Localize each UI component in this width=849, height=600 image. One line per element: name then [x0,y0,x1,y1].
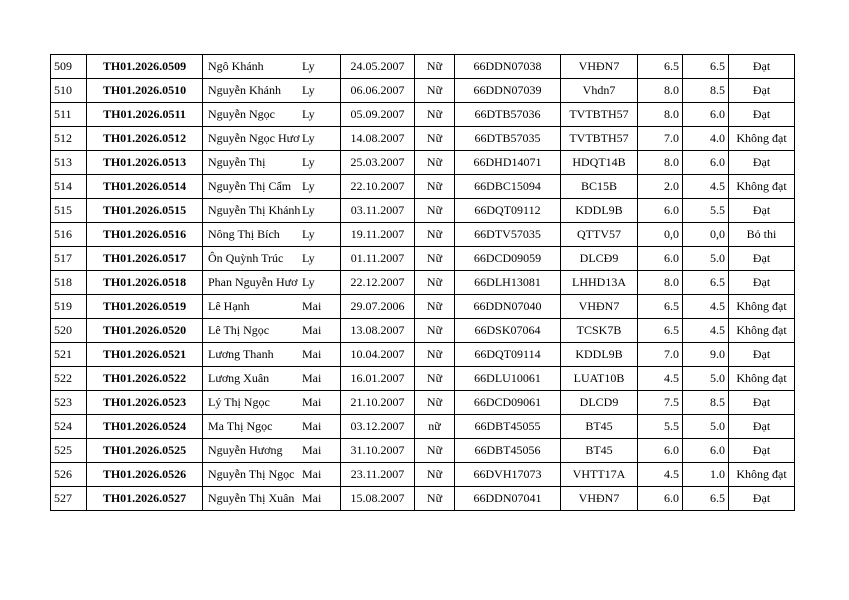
gender-cell: Nữ [415,175,455,199]
score-1-cell: 6.0 [638,247,683,271]
class-cell: TVTBTH57 [561,127,638,151]
class-cell: DLCD9 [561,391,638,415]
result-cell: Đạt [729,55,795,79]
score-2-cell: 0,0 [683,223,729,247]
full-name-cell [203,295,341,319]
candidate-code-cell: TH01.2026.0510 [87,79,203,103]
full-name-cell [203,55,341,79]
result-cell: Không đạt [729,367,795,391]
table-row [51,319,795,343]
class-cell: VHĐN7 [561,295,638,319]
gender-cell: Nữ [415,367,455,391]
given-name: Ly [302,59,315,73]
result-cell: Không đạt [729,319,795,343]
candidate-code-cell: TH01.2026.0513 [87,151,203,175]
score-2-cell: 6.0 [683,151,729,175]
surname-middle-name: Nguyễn Hương [208,443,283,457]
candidate-code-cell: TH01.2026.0521 [87,343,203,367]
class-cell: QTTV57 [561,223,638,247]
birth-date-cell: 14.08.2007 [341,127,415,151]
row-number-cell: 526 [51,463,87,487]
birth-date-cell: 10.04.2007 [341,343,415,367]
results-table [50,54,795,511]
given-name: Mai [302,443,322,457]
gender-cell: Nữ [415,439,455,463]
student-id-cell: 66DBT45056 [455,439,561,463]
full-name-cell [203,463,341,487]
student-id-cell: 66DVH17073 [455,463,561,487]
candidate-code-cell: TH01.2026.0523 [87,391,203,415]
candidate-code-cell: TH01.2026.0517 [87,247,203,271]
score-2-cell: 5.0 [683,415,729,439]
table-row [51,367,795,391]
score-2-cell: 4.5 [683,175,729,199]
score-1-cell: 6.5 [638,319,683,343]
result-cell: Đạt [729,103,795,127]
row-number-cell: 518 [51,271,87,295]
birth-date-cell: 03.12.2007 [341,415,415,439]
result-cell: Đạt [729,79,795,103]
result-cell: Đạt [729,271,795,295]
table-row [51,199,795,223]
class-cell: HDQT14B [561,151,638,175]
birth-date-cell: 15.08.2007 [341,487,415,511]
score-1-cell: 6.5 [638,55,683,79]
score-1-cell: 2.0 [638,175,683,199]
score-2-cell: 9.0 [683,343,729,367]
row-number-cell: 522 [51,367,87,391]
gender-cell: Nữ [415,343,455,367]
birth-date-cell: 22.12.2007 [341,271,415,295]
candidate-code-cell: TH01.2026.0527 [87,487,203,511]
score-1-cell: 7.5 [638,391,683,415]
result-cell: Đạt [729,247,795,271]
score-2-cell: 5.5 [683,199,729,223]
student-id-cell: 66DCD09059 [455,247,561,271]
surname-middle-name: Phan Nguyễn Hươ [208,275,298,289]
full-name-cell [203,151,341,175]
class-cell: BT45 [561,439,638,463]
row-number-cell: 523 [51,391,87,415]
birth-date-cell: 13.08.2007 [341,319,415,343]
gender-cell: Nữ [415,391,455,415]
result-cell: Không đạt [729,463,795,487]
full-name-cell [203,79,341,103]
surname-middle-name: Nguyễn Ngọc [208,107,275,121]
class-cell: TVTBTH57 [561,103,638,127]
student-id-cell: 66DLU10061 [455,367,561,391]
score-2-cell: 8.5 [683,391,729,415]
full-name-cell [203,391,341,415]
result-cell: Đạt [729,343,795,367]
result-cell: Đạt [729,487,795,511]
given-name: Ly [302,275,315,289]
class-cell: BT45 [561,415,638,439]
student-id-cell: 66DDN07040 [455,295,561,319]
candidate-code-cell: TH01.2026.0519 [87,295,203,319]
class-cell: VHTT17A [561,463,638,487]
birth-date-cell: 19.11.2007 [341,223,415,247]
row-number-cell: 511 [51,103,87,127]
given-name: Ly [302,83,315,97]
row-number-cell: 524 [51,415,87,439]
given-name: Ly [302,179,315,193]
gender-cell: Nữ [415,199,455,223]
class-cell: DLCĐ9 [561,247,638,271]
surname-middle-name: Ngô Khánh [208,59,264,73]
given-name: Mai [302,371,322,385]
table-row [51,463,795,487]
given-name: Ly [302,227,315,241]
student-id-cell: 66DBC15094 [455,175,561,199]
surname-middle-name: Ma Thị Ngọc [208,419,273,433]
candidate-code-cell: TH01.2026.0520 [87,319,203,343]
birth-date-cell: 05.09.2007 [341,103,415,127]
result-cell: Đạt [729,391,795,415]
table-row [51,391,795,415]
candidate-code-cell: TH01.2026.0511 [87,103,203,127]
candidate-code-cell: TH01.2026.0515 [87,199,203,223]
surname-middle-name: Nguyễn Thị Ngọc [208,467,295,481]
class-cell: KDDL9B [561,343,638,367]
table-row [51,271,795,295]
score-1-cell: 6.0 [638,487,683,511]
class-cell: KDDL9B [561,199,638,223]
score-1-cell: 7.0 [638,127,683,151]
score-2-cell: 6.0 [683,439,729,463]
given-name: Mai [302,347,322,361]
birth-date-cell: 24.05.2007 [341,55,415,79]
gender-cell: nữ [415,415,455,439]
candidate-code-cell: TH01.2026.0526 [87,463,203,487]
result-cell: Đạt [729,415,795,439]
table-row [51,175,795,199]
given-name: Mai [302,467,322,481]
row-number-cell: 513 [51,151,87,175]
birth-date-cell: 29.07.2006 [341,295,415,319]
student-id-cell: 66DTB57036 [455,103,561,127]
candidate-code-cell: TH01.2026.0512 [87,127,203,151]
surname-middle-name: Lê Hạnh [208,299,250,313]
score-1-cell: 7.0 [638,343,683,367]
score-2-cell: 6.0 [683,103,729,127]
score-2-cell: 1.0 [683,463,729,487]
row-number-cell: 509 [51,55,87,79]
score-1-cell: 6.0 [638,199,683,223]
score-2-cell: 5.0 [683,247,729,271]
birth-date-cell: 03.11.2007 [341,199,415,223]
surname-middle-name: Lý Thị Ngọc [208,395,270,409]
student-id-cell: 66DDN07039 [455,79,561,103]
score-1-cell: 8.0 [638,151,683,175]
gender-cell: Nữ [415,247,455,271]
result-cell: Đạt [729,151,795,175]
given-name: Ly [302,251,315,265]
student-id-cell: 66DBT45055 [455,415,561,439]
class-cell: BC15B [561,175,638,199]
score-1-cell: 4.5 [638,367,683,391]
gender-cell: Nữ [415,487,455,511]
score-2-cell: 6.5 [683,271,729,295]
table-row [51,103,795,127]
given-name: Mai [302,323,322,337]
score-2-cell: 4.5 [683,295,729,319]
birth-date-cell: 25.03.2007 [341,151,415,175]
result-cell: Không đạt [729,175,795,199]
candidate-code-cell: TH01.2026.0525 [87,439,203,463]
full-name-cell [203,271,341,295]
surname-middle-name: Nguyễn Thị Cẩm [208,179,292,193]
full-name-cell [203,319,341,343]
birth-date-cell: 06.06.2007 [341,79,415,103]
table-row [51,79,795,103]
given-name: Mai [302,299,322,313]
gender-cell: Nữ [415,55,455,79]
surname-middle-name: Nông Thị Bích [208,227,280,241]
full-name-cell [203,415,341,439]
score-1-cell: 6.5 [638,295,683,319]
gender-cell: Nữ [415,223,455,247]
row-number-cell: 510 [51,79,87,103]
surname-middle-name: Lương Thanh [208,347,274,361]
given-name: Mai [302,395,322,409]
candidate-code-cell: TH01.2026.0509 [87,55,203,79]
surname-middle-name: Nguyễn Thị Khánh [208,203,300,217]
score-1-cell: 8.0 [638,79,683,103]
class-cell: VHĐN7 [561,487,638,511]
gender-cell: Nữ [415,79,455,103]
surname-middle-name: Ôn Quỳnh Trúc [208,251,284,265]
full-name-cell [203,367,341,391]
score-1-cell: 6.0 [638,439,683,463]
result-cell: Không đạt [729,127,795,151]
row-number-cell: 520 [51,319,87,343]
table-body [51,55,795,511]
gender-cell: Nữ [415,271,455,295]
gender-cell: Nữ [415,463,455,487]
student-id-cell: 66DHD14071 [455,151,561,175]
full-name-cell [203,127,341,151]
candidate-code-cell: TH01.2026.0522 [87,367,203,391]
full-name-cell [203,247,341,271]
surname-middle-name: Lương Xuân [208,371,270,385]
class-cell: Vhdn7 [561,79,638,103]
score-1-cell: 5.5 [638,415,683,439]
class-cell: VHĐN7 [561,55,638,79]
table-row [51,151,795,175]
row-number-cell: 515 [51,199,87,223]
given-name: Ly [302,107,315,121]
table-row [51,439,795,463]
surname-middle-name: Nguyễn Ngọc Hươ [208,131,300,145]
score-1-cell: 4.5 [638,463,683,487]
candidate-code-cell: TH01.2026.0514 [87,175,203,199]
birth-date-cell: 22.10.2007 [341,175,415,199]
score-1-cell: 8.0 [638,103,683,127]
class-cell: LUAT10B [561,367,638,391]
score-1-cell: 8.0 [638,271,683,295]
gender-cell: Nữ [415,319,455,343]
student-id-cell: 66DLH13081 [455,271,561,295]
student-id-cell: 66DDN07038 [455,55,561,79]
score-2-cell: 6.5 [683,487,729,511]
student-id-cell: 66DDN07041 [455,487,561,511]
given-name: Ly [302,203,315,217]
row-number-cell: 516 [51,223,87,247]
score-2-cell: 8.5 [683,79,729,103]
class-cell: TCSK7B [561,319,638,343]
score-2-cell: 4.5 [683,319,729,343]
table-row [51,223,795,247]
candidate-code-cell: TH01.2026.0516 [87,223,203,247]
candidate-code-cell: TH01.2026.0524 [87,415,203,439]
gender-cell: Nữ [415,127,455,151]
row-number-cell: 512 [51,127,87,151]
score-2-cell: 5.0 [683,367,729,391]
student-id-cell: 66DQT09112 [455,199,561,223]
student-id-cell: 66DTB57035 [455,127,561,151]
student-id-cell: 66DSK07064 [455,319,561,343]
full-name-cell [203,343,341,367]
full-name-cell [203,175,341,199]
full-name-cell [203,223,341,247]
class-cell: LHHD13A [561,271,638,295]
student-id-cell: 66DCD09061 [455,391,561,415]
birth-date-cell: 16.01.2007 [341,367,415,391]
result-cell: Đạt [729,439,795,463]
table-row [51,295,795,319]
table-row [51,55,795,79]
row-number-cell: 521 [51,343,87,367]
score-2-cell: 6.5 [683,55,729,79]
surname-middle-name: Nguyễn Thị [208,155,266,169]
birth-date-cell: 21.10.2007 [341,391,415,415]
gender-cell: Nữ [415,103,455,127]
student-id-cell: 66DTV57035 [455,223,561,247]
row-number-cell: 519 [51,295,87,319]
score-1-cell: 0,0 [638,223,683,247]
birth-date-cell: 31.10.2007 [341,439,415,463]
table-row [51,247,795,271]
student-id-cell: 66DQT09114 [455,343,561,367]
result-cell: Không đạt [729,295,795,319]
full-name-cell [203,103,341,127]
gender-cell: Nữ [415,151,455,175]
row-number-cell: 525 [51,439,87,463]
full-name-cell [203,199,341,223]
gender-cell: Nữ [415,295,455,319]
surname-middle-name: Lê Thị Ngọc [208,323,270,337]
score-2-cell: 4.0 [683,127,729,151]
row-number-cell: 527 [51,487,87,511]
result-cell: Bỏ thi [729,223,795,247]
full-name-cell [203,439,341,463]
row-number-cell: 514 [51,175,87,199]
given-name: Mai [302,491,322,505]
given-name: Ly [302,155,315,169]
table-row [51,415,795,439]
given-name: Ly [302,131,315,145]
candidate-code-cell: TH01.2026.0518 [87,271,203,295]
birth-date-cell: 23.11.2007 [341,463,415,487]
table-row [51,127,795,151]
result-cell: Đạt [729,199,795,223]
row-number-cell: 517 [51,247,87,271]
surname-middle-name: Nguyễn Thị Xuân [208,491,295,505]
table-row [51,343,795,367]
table-row [51,487,795,511]
given-name: Mai [302,419,322,433]
birth-date-cell: 01.11.2007 [341,247,415,271]
surname-middle-name: Nguyễn Khánh [208,83,281,97]
full-name-cell [203,487,341,511]
